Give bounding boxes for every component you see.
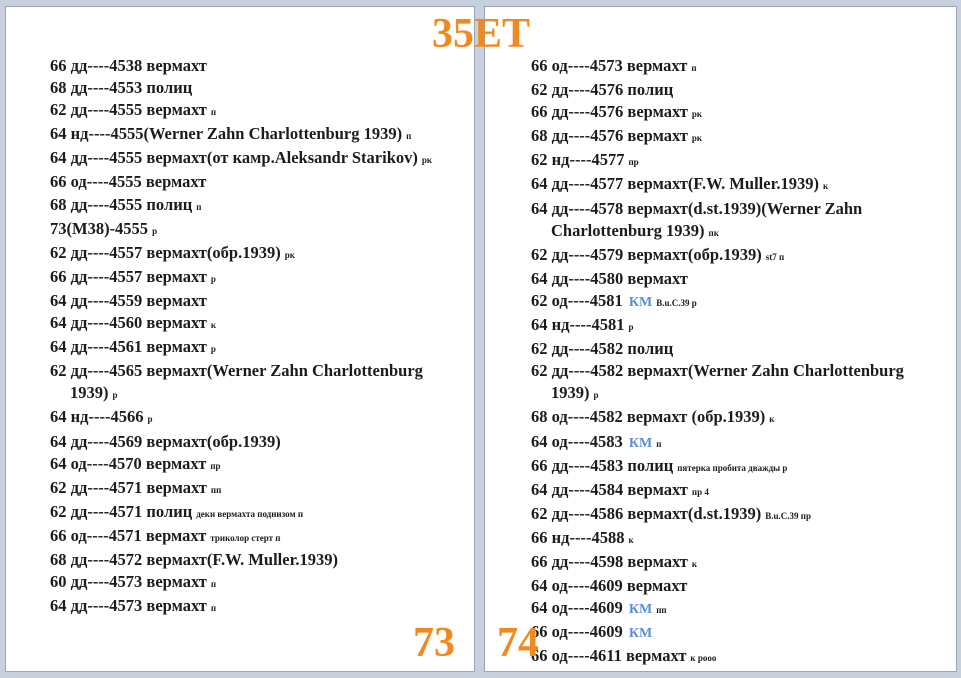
entry-note: р xyxy=(210,344,216,355)
list-item xyxy=(50,406,465,430)
entry-text: 66 дд----4576 вермахт xyxy=(531,102,688,122)
list-item xyxy=(50,77,465,99)
km-mark: КМ xyxy=(628,626,653,642)
list-item xyxy=(50,123,465,147)
entry-note: р xyxy=(152,225,158,236)
list-item xyxy=(531,455,951,479)
entry-text: 62 дд----4565 вермахт(Werner Zahn Charlottenburg 1939) xyxy=(50,361,423,403)
entry-text: 64 од----4609 вермахт xyxy=(531,576,688,596)
km-mark: КМ xyxy=(628,602,653,618)
entry-note: к xyxy=(628,534,634,545)
list-item xyxy=(50,171,465,193)
entry-note: р xyxy=(210,273,216,284)
entry-note: п xyxy=(406,131,412,142)
list-item xyxy=(50,99,465,123)
entry-note: к xyxy=(769,414,775,425)
entry-note: рк xyxy=(691,133,703,144)
entry-note: к рооо xyxy=(690,653,717,664)
entry-text: 66 нд----4588 xyxy=(531,527,625,547)
list-item xyxy=(50,360,465,406)
entry-text: 64 нд----4566 xyxy=(50,407,144,427)
entry-text: 64 од----4570 вермахт xyxy=(50,453,207,473)
entry-text: 66 дд----4598 вермахт xyxy=(531,551,688,571)
entry-text: 66 од----4571 вермахт xyxy=(50,525,207,545)
list-item xyxy=(531,503,951,527)
entry-note: п xyxy=(691,63,697,73)
entry-text: 64 дд----4559 вермахт xyxy=(50,290,207,310)
list-item xyxy=(50,290,465,312)
entry-text: 62 нд----4577 xyxy=(531,150,625,170)
list-item xyxy=(531,551,951,575)
entry-note: р xyxy=(628,322,634,333)
entry-text: 66 дд----4583 полиц xyxy=(531,455,674,475)
header-title: 35ЕТ xyxy=(432,11,531,57)
list-item xyxy=(50,431,465,453)
entry-note: B.u.C.39 пр xyxy=(765,510,811,521)
list-item xyxy=(531,244,951,268)
entry-note: к xyxy=(210,320,217,331)
entry-text: 66 од----4611 вермахт xyxy=(531,646,687,666)
list-item xyxy=(531,360,951,406)
entry-text: 62 дд----4586 вермахт(d.st.1939) xyxy=(531,503,762,523)
entry-note: рк xyxy=(284,249,295,260)
entry-note: п xyxy=(210,107,217,118)
list-item xyxy=(50,312,465,336)
entry-text: 66 од----4609 xyxy=(531,622,623,642)
list-item xyxy=(50,549,465,571)
entry-text: 64 дд----4584 вермахт xyxy=(531,479,688,499)
list-item xyxy=(50,336,465,360)
list-item xyxy=(50,477,465,501)
left-page-number: 73 xyxy=(413,620,455,666)
entry-note: п xyxy=(656,438,662,449)
entry-note: рк xyxy=(421,155,433,166)
entry-text: 64 нд----4555(Werner Zahn Charlottenburg 1939) xyxy=(50,124,403,144)
list-item xyxy=(50,55,465,77)
list-item xyxy=(531,621,951,645)
entry-note: п xyxy=(196,201,202,212)
list-item xyxy=(50,218,465,242)
entry-note: триколор стерт п xyxy=(210,532,281,543)
entry-note: п xyxy=(210,603,217,614)
list-item xyxy=(50,571,465,595)
entry-note: деки вермахта поднизом п xyxy=(196,508,304,519)
entry-text: 62 дд----4571 вермахт xyxy=(50,477,207,497)
entry-text: 64 дд----4555 вермахт(от камр.Aleksandr Starikov) xyxy=(50,148,418,168)
entry-text: 64 од----4609 xyxy=(531,598,623,618)
entry-text: 66 од----4573 вермахт xyxy=(531,56,688,75)
list-item xyxy=(531,149,951,173)
entry-text: 64 дд----4578 вермахт(d.st.1939)(Werner Zahn Charlottenburg 1939) xyxy=(531,198,863,240)
entry-text: 62 дд----4576 полиц xyxy=(531,80,674,100)
list-item xyxy=(531,338,951,360)
entry-text: 68 од----4582 вермахт (обр.1939) xyxy=(531,407,766,427)
list-item xyxy=(531,314,951,338)
km-mark: КМ xyxy=(628,294,653,310)
entry-text: 62 од----4581 xyxy=(531,290,623,310)
right-entry-list xyxy=(531,55,951,669)
list-item xyxy=(50,242,465,266)
entry-text: 62 дд----4557 вермахт(обр.1939) xyxy=(50,242,281,262)
entry-text: 66 од----4555 вермахт xyxy=(50,172,207,192)
entry-text: 64 нд----4581 xyxy=(531,315,625,335)
entry-text: 66 дд----4557 вермахт xyxy=(50,266,207,286)
list-item xyxy=(531,198,951,244)
km-mark: КМ xyxy=(628,435,653,451)
entry-note: пк xyxy=(708,227,719,238)
entry-text: 64 од----4583 xyxy=(531,431,623,451)
entry-text: 64 дд----4580 вермахт xyxy=(531,268,688,288)
list-item xyxy=(50,525,465,549)
list-item xyxy=(531,645,951,669)
list-item xyxy=(531,290,951,314)
list-item xyxy=(531,597,951,621)
list-item xyxy=(531,431,951,455)
left-entry-list xyxy=(50,55,465,619)
entry-note: р xyxy=(147,414,153,425)
entry-text: 64 дд----4561 вермахт xyxy=(50,337,207,357)
entry-note: р xyxy=(593,390,599,401)
entry-text: 62 дд----4571 полиц xyxy=(50,501,193,521)
list-item xyxy=(531,101,951,125)
list-item xyxy=(50,501,465,525)
entry-text: 68 дд----4572 вермахт(F.W. Muller.1939) xyxy=(50,549,338,569)
entry-note: пп xyxy=(210,484,222,495)
entry-text: 64 дд----4560 вермахт xyxy=(50,313,207,333)
entry-text: 66 дд----4538 вермахт xyxy=(50,56,207,75)
list-item xyxy=(531,55,951,79)
right-page-number: 74 xyxy=(497,620,539,666)
list-item xyxy=(531,527,951,551)
list-item xyxy=(50,453,465,477)
entry-note: пр xyxy=(628,157,639,168)
entry-note: п xyxy=(210,579,217,590)
entry-note: рк xyxy=(691,109,703,120)
list-item xyxy=(50,194,465,218)
entry-text: 68 дд----4576 вермахт xyxy=(531,126,688,146)
list-item xyxy=(531,406,951,430)
list-item xyxy=(531,79,951,101)
entry-text: 68 дд----4555 полиц xyxy=(50,194,193,214)
list-item xyxy=(50,266,465,290)
right-page xyxy=(484,6,957,672)
entry-note: B.u.C.39 р xyxy=(656,297,697,308)
entry-note: пр xyxy=(210,460,221,471)
entry-text: 62 дд----4579 вермахт(обр.1939) xyxy=(531,244,762,264)
entry-text: 64 дд----4569 вермахт(обр.1939) xyxy=(50,431,281,451)
entry-text: 62 дд----4555 вермахт xyxy=(50,100,207,120)
entry-text: 73(M38)-4555 xyxy=(50,218,149,238)
list-item xyxy=(531,268,951,290)
entry-text: 64 дд----4573 вермахт xyxy=(50,596,207,616)
entry-note: пп xyxy=(656,605,667,616)
list-item xyxy=(531,479,951,503)
entry-note: к xyxy=(823,181,829,192)
entry-text: 62 дд----4582 вермахт(Werner Zahn Charlottenburg 1939) xyxy=(531,361,904,403)
list-item xyxy=(531,173,951,197)
left-page xyxy=(5,6,475,672)
entry-text: 60 дд----4573 вермахт xyxy=(50,572,207,592)
entry-note: к xyxy=(691,558,698,569)
entry-text: 64 дд----4577 вермахт(F.W. Muller.1939) xyxy=(531,174,819,194)
list-item xyxy=(531,575,951,597)
entry-note: пр 4 xyxy=(691,486,709,497)
list-item xyxy=(50,595,465,619)
entry-note: р xyxy=(112,390,118,401)
entry-text: 68 дд----4553 полиц xyxy=(50,78,193,98)
entry-note: пятерка пробита дважды р xyxy=(677,462,788,473)
entry-text: 62 дд----4582 полиц xyxy=(531,339,674,359)
entry-note: st7 п xyxy=(765,251,785,262)
list-item xyxy=(531,125,951,149)
list-item xyxy=(50,147,465,171)
